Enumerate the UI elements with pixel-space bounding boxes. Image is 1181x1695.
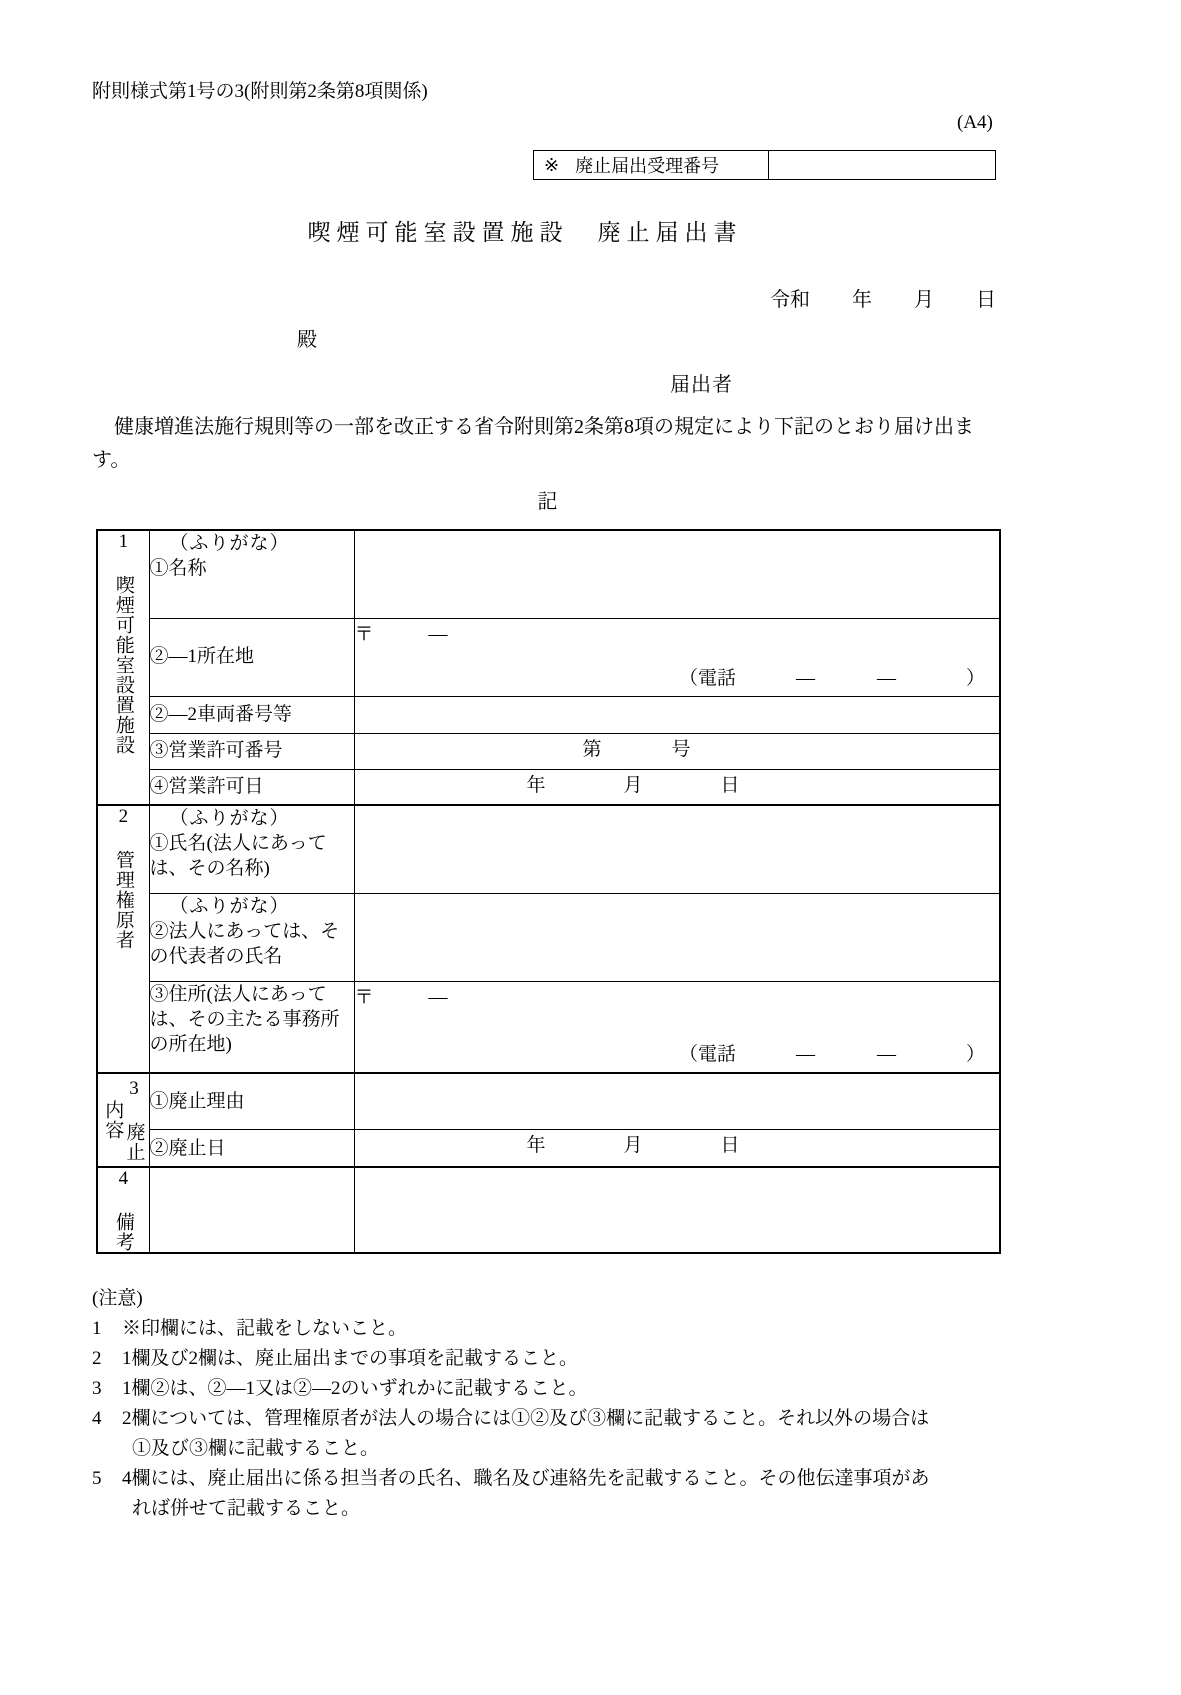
note-text: 2欄については、管理権原者が法人の場合には①②及び③欄に記載すること。それ以外の場合は (122, 1408, 930, 1429)
field-abolition-date[interactable] (354, 1130, 1000, 1167)
note-text-continuation: れば併せて記載すること。 (132, 1498, 361, 1519)
telephone-dash-1: ― (795, 1044, 815, 1065)
group-label-facility-text: 1 喫煙可能室設置施設 (112, 531, 134, 755)
field-abolition-reason[interactable] (354, 1073, 1000, 1130)
postal-code-line (355, 619, 1000, 646)
row-label-manager-name (149, 805, 354, 893)
note-number: 2 (92, 1348, 102, 1369)
row-label-abolition-date (149, 1130, 354, 1167)
furigana-label: （ふりがな） (169, 895, 290, 917)
row-label-abolition-reason (149, 1073, 354, 1130)
day-label: 日 (976, 289, 996, 311)
postal-dash: ― (428, 986, 448, 1008)
list-item (92, 1314, 1027, 1344)
table-row (97, 1130, 1000, 1167)
telephone-label: （電話 (678, 1044, 736, 1065)
note-text: 1欄及び2欄は、廃止届出までの事項を記載すること。 (122, 1348, 579, 1369)
license-number-template (355, 734, 1000, 761)
table-row (97, 530, 1000, 618)
notes-section (92, 1284, 1027, 1524)
ki-marker: 記 (537, 491, 558, 513)
table-row (97, 696, 1000, 733)
submitter-label: 届出者 (670, 374, 733, 396)
receipt-number-label-text: 廃止届出受理番号 (575, 156, 720, 176)
row-label-facility-address (149, 618, 354, 696)
row-label-facility-name (149, 530, 354, 618)
list-item (92, 1344, 1027, 1374)
group-label-abolition (97, 1073, 149, 1167)
table-row (97, 805, 1000, 893)
note-text: ※印欄には、記載をしないこと。 (122, 1318, 408, 1339)
field-facility-address[interactable] (354, 618, 1000, 696)
day-label: 日 (720, 774, 740, 796)
row-label-representative-name (149, 893, 354, 981)
row-label-text: ③住所(法人にあっては、その主たる事務所の所在地) (149, 983, 340, 1055)
group-label-remarks (97, 1167, 149, 1253)
receipt-number-field[interactable] (769, 151, 995, 179)
furigana-label: （ふりがな） (169, 533, 290, 554)
field-vehicle-number[interactable] (354, 696, 1000, 733)
note-number: 5 (92, 1468, 102, 1489)
month-label: 月 (623, 774, 643, 796)
telephone-close-paren: ） (965, 1044, 985, 1065)
note-number: 1 (92, 1318, 102, 1339)
postal-dash: ― (428, 623, 448, 645)
postal-mark-icon: 〒 (354, 623, 374, 645)
note-number: 3 (92, 1378, 102, 1399)
telephone-dash-1: ― (795, 667, 815, 689)
list-item (92, 1404, 1027, 1464)
telephone-dash-2: ― (876, 667, 896, 689)
note-text: 4欄には、廃止届出に係る担当者の氏名、職名及び連絡先を記載すること。その他伝達事項があ (122, 1468, 930, 1489)
row-label-text: ①名称 (149, 558, 207, 580)
group-label-manager-text: 2 管理権原者 (112, 806, 134, 950)
form-number: 附則様式第1号の3(附則第2条第8項関係) (92, 81, 428, 102)
row-label-remarks (149, 1167, 354, 1253)
table-row (97, 893, 1000, 981)
year-label: 年 (526, 774, 546, 796)
table-row (97, 1073, 1000, 1130)
postal-code-line (355, 982, 1000, 1009)
table-row (97, 618, 1000, 696)
table-row (97, 1167, 1000, 1253)
form-table (96, 529, 1001, 1254)
row-label-text: ②廃止日 (149, 1137, 226, 1159)
telephone-line (679, 1039, 985, 1066)
abolition-date-template (355, 1130, 1000, 1157)
field-license-date[interactable] (354, 769, 1000, 805)
month-label: 月 (914, 289, 934, 311)
notes-title: (注意) (92, 1288, 143, 1309)
telephone-close-paren: ） (965, 667, 985, 689)
telephone-line (679, 663, 985, 690)
row-label-text: ③営業許可番号 (149, 740, 283, 762)
row-label-license-date (149, 769, 354, 805)
group-label-manager (97, 805, 149, 1073)
paper-size-label: (A4) (957, 112, 993, 133)
official-use-mark-icon: ※ (544, 154, 560, 175)
field-manager-address[interactable] (354, 981, 1000, 1073)
group-label-abolition-text: 3 廃止内容 (102, 1078, 145, 1162)
field-representative-name[interactable] (354, 893, 1000, 981)
note-text-continuation: ①及び③欄に記載すること。 (132, 1438, 380, 1459)
field-manager-name[interactable] (354, 805, 1000, 893)
table-row (97, 733, 1000, 769)
receipt-number-box (533, 150, 996, 180)
note-number: 4 (92, 1408, 102, 1429)
row-label-manager-address (149, 981, 354, 1073)
table-row (97, 981, 1000, 1073)
table-row (97, 769, 1000, 805)
field-remarks[interactable] (354, 1167, 1000, 1253)
group-label-remarks-text: 4 備考 (112, 1168, 134, 1252)
month-label: 月 (623, 1135, 643, 1157)
field-license-number[interactable] (354, 733, 1000, 769)
list-item (92, 1464, 1027, 1524)
list-item (92, 1374, 1027, 1404)
row-label-text: ④営業許可日 (149, 776, 264, 798)
number-prefix-label: 第 (582, 738, 602, 760)
postal-mark-icon: 〒 (354, 986, 374, 1008)
submission-date-line (770, 283, 996, 312)
furigana-label: （ふりがな） (169, 808, 290, 829)
note-text-block (122, 1464, 1027, 1524)
row-label-text: ①氏名(法人にあっては、その名称) (149, 833, 327, 880)
license-date-template (355, 770, 1000, 797)
day-label: 日 (720, 1135, 740, 1157)
row-label-text: ②―2車両番号等 (149, 703, 293, 725)
group-label-facility (97, 530, 149, 805)
addressee-suffix: 殿 (297, 329, 317, 351)
field-facility-name[interactable] (354, 530, 1000, 618)
row-label-text: ①廃止理由 (149, 1091, 245, 1112)
year-label: 年 (852, 289, 872, 311)
telephone-dash-2: ― (876, 1044, 896, 1065)
note-text: 1欄②は、②―1又は②―2のいずれかに記載すること。 (122, 1378, 588, 1399)
row-label-text: ②―1所在地 (149, 646, 255, 668)
number-suffix-label: 号 (671, 738, 691, 760)
body-paragraph: 健康増進法施行規則等の一部を改正する省令附則第2条第8項の規定により下記のとおり届け出ます。 (92, 416, 974, 471)
row-label-vehicle-number (149, 696, 354, 733)
year-label: 年 (526, 1135, 546, 1157)
telephone-label: （電話 (678, 667, 736, 689)
era-label: 令和 (770, 289, 810, 311)
note-text-block (122, 1404, 1027, 1464)
row-label-text: ②法人にあっては、その代表者の氏名 (149, 920, 340, 967)
page-title: 喫煙可能室設置施設 廃止届出書 (307, 220, 743, 245)
row-label-license-number (149, 733, 354, 769)
receipt-number-label (534, 151, 769, 179)
